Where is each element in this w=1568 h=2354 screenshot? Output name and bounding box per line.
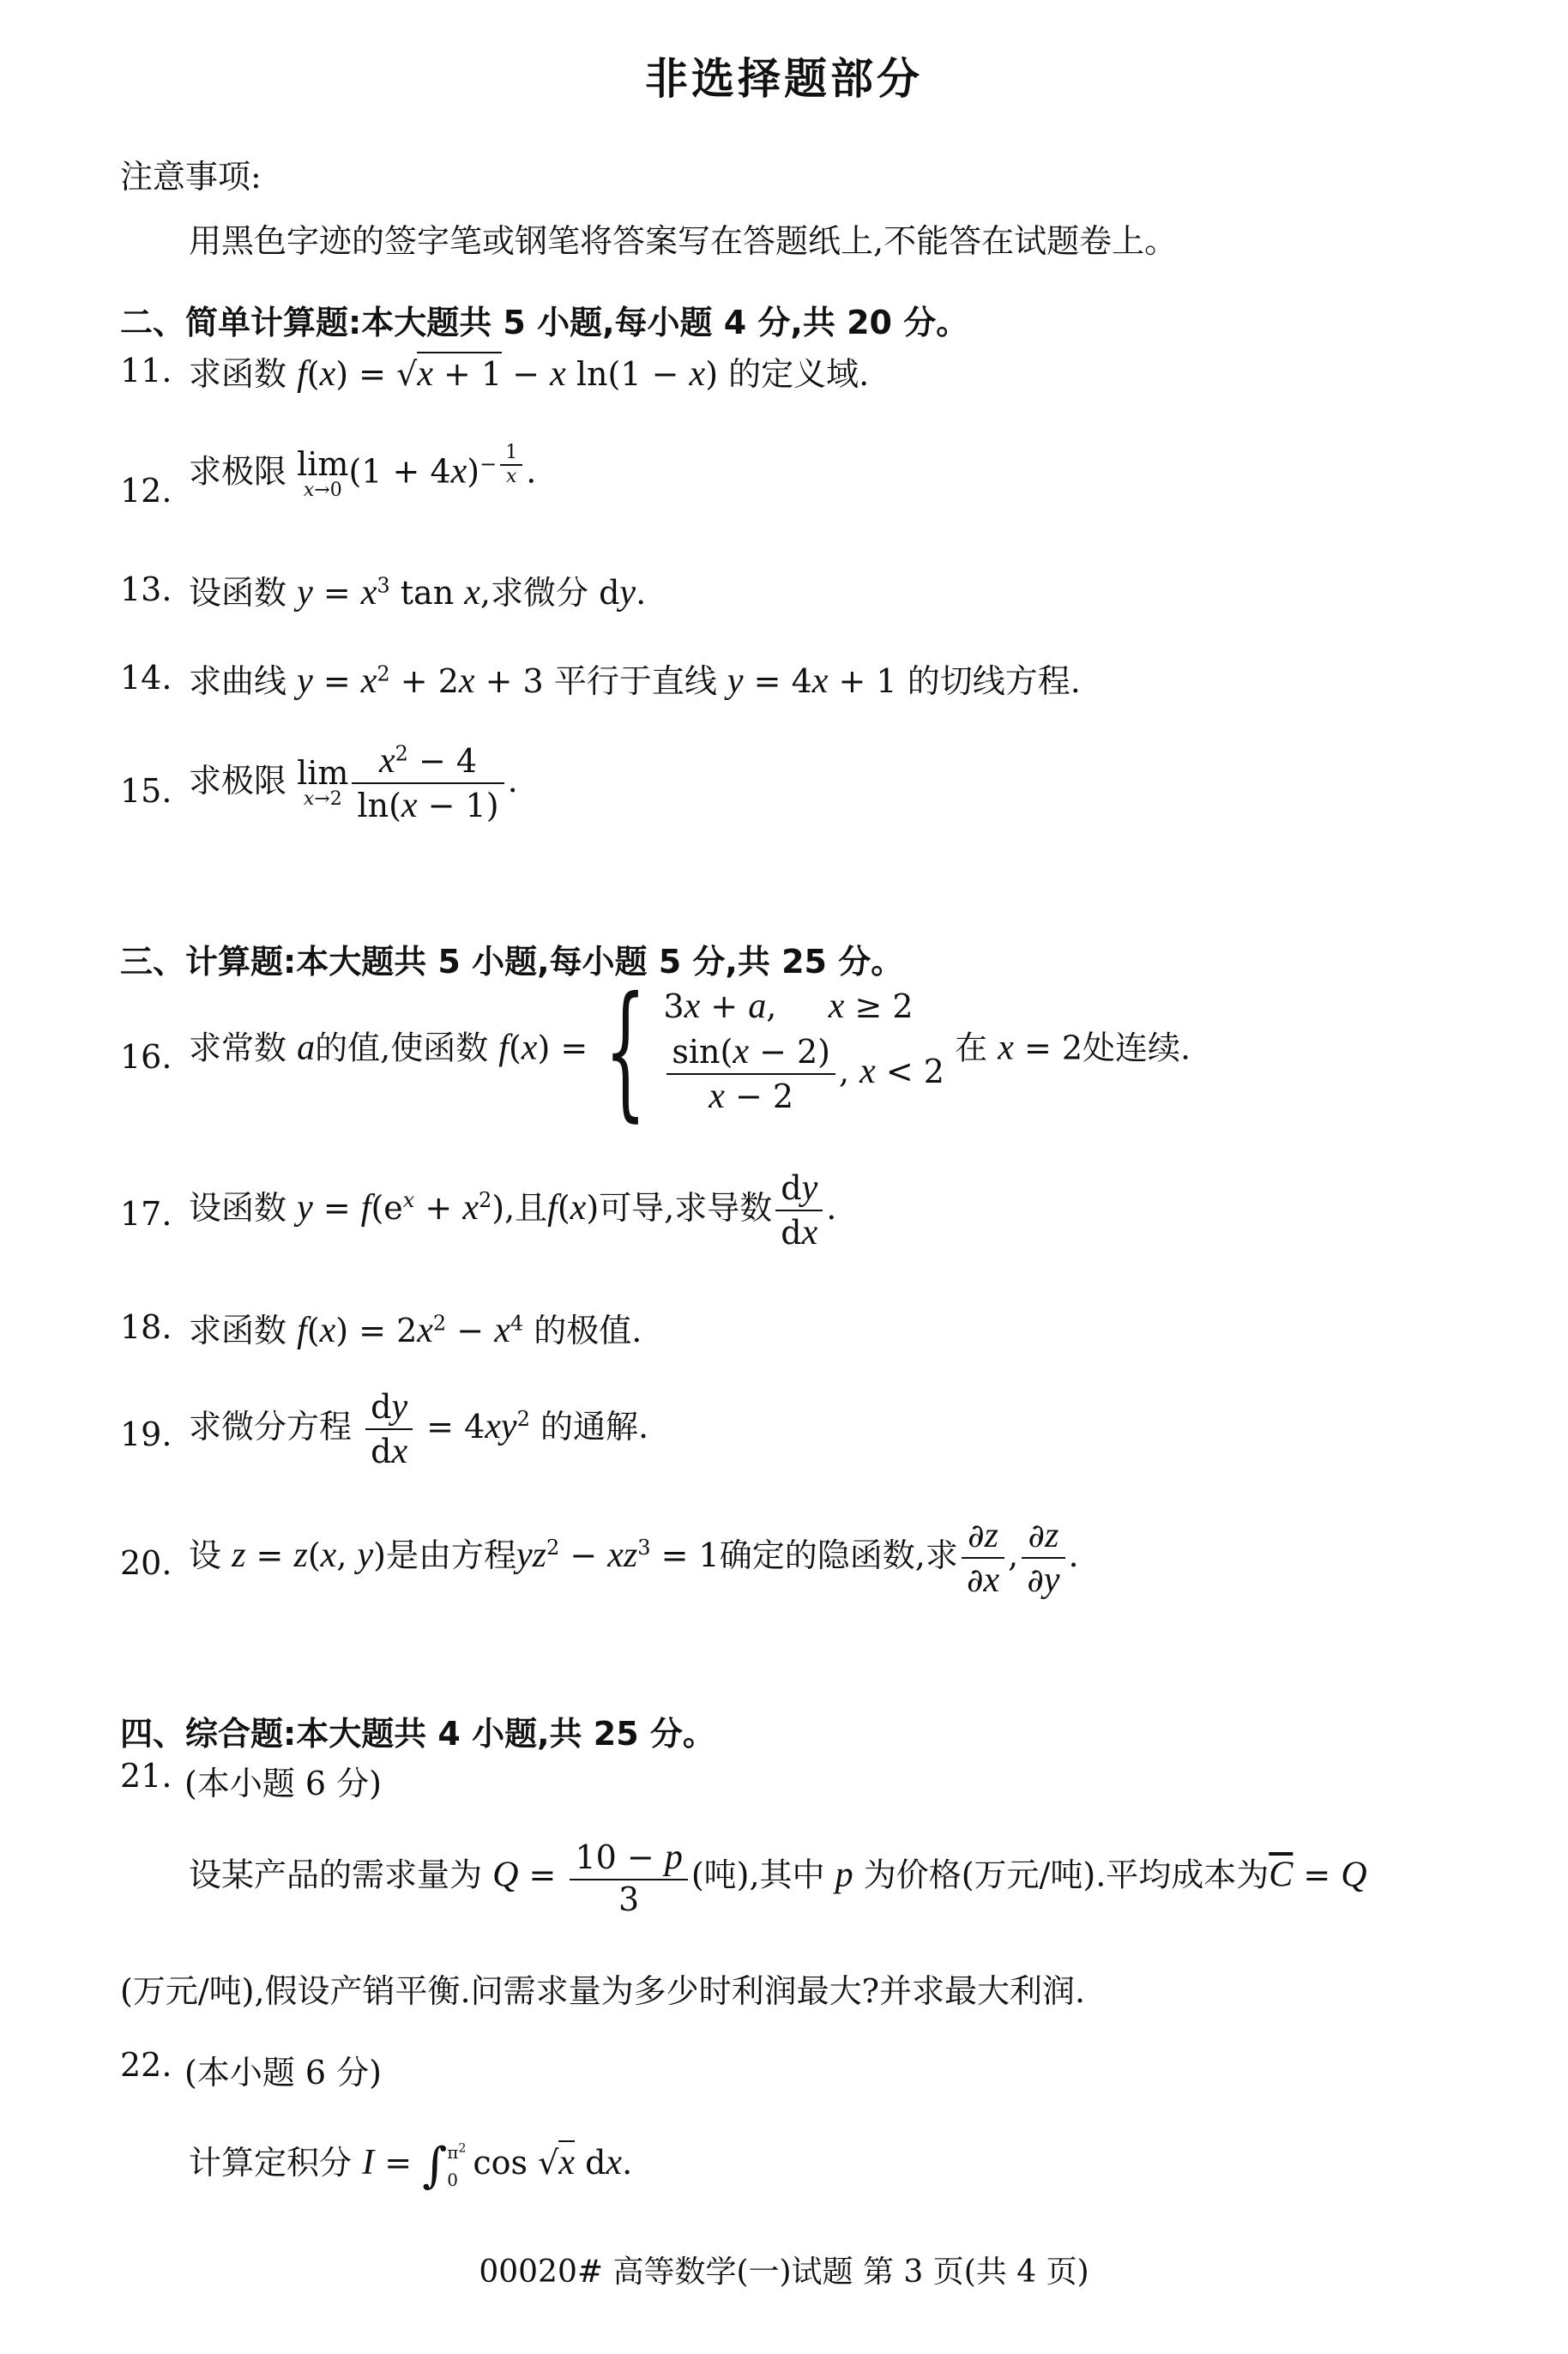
question-18: 求函数 $f(x) = 2x^2 - x^4$ 的极值.	[189, 1311, 642, 1350]
question-22-number: 22.	[120, 2046, 172, 2084]
question-22: 计算定积分 I = ∫ $\pi^2$ 0 cos √x dx.	[189, 2138, 633, 2194]
question-16: 求常数 a的值,使函数 f(x) = { 3x + a, x ≥ 2 $\frac{\sin(x - 2)}{x - 2}$ , x < 2 在 x = 2处连续.	[189, 966, 1191, 1136]
question-21-number: 21.	[120, 1757, 172, 1795]
section-3-heading: 三、计算题:本大题共 5 小题,每小题 5 分,共 25 分。	[120, 943, 904, 981]
question-15: 求极限 lim x→2 $\frac{x^2 - 4}{\ln(x - 1)}$ .	[189, 741, 518, 826]
question-22-score: (本小题 6 分)	[184, 2054, 382, 2091]
question-13: 设函数 $y = x^3$ tan x,求微分 dy.	[189, 573, 647, 613]
question-20: 设 z = z(x, y)是由方程$yz^2 - xz^3 = 1$确定的隐函数,求 $\frac{\partial z}{\partial x}$ , $\frac{\partial z}{\partial y}$ .	[189, 1516, 1079, 1601]
question-18-number: 18.	[120, 1308, 172, 1346]
question-17-number: 17.	[120, 1195, 172, 1233]
page-title: 非选择题部分	[645, 53, 923, 104]
question-12: 求极限 lim x→0 $(1 + 4x)^{- \frac{1}{x}}$ .	[189, 442, 537, 501]
question-14: 求曲线 $y = x^2 + 2x + 3$ 平行于直线 y = 4x + 1 的切线方程.	[189, 661, 1081, 701]
question-21-line-2: (万元/吨),假设产销平衡.问需求量为多少时利润最大?并求最大利润.	[120, 1972, 1086, 2010]
notice-body: 用黑色字迹的签字笔或钢笔将答案写在答题纸上,不能答在试题卷上。	[189, 222, 1178, 260]
question-15-number: 15.	[120, 772, 172, 810]
section-4-heading: 四、综合题:本大题共 4 小题,共 25 分。	[120, 1715, 715, 1753]
question-20-number: 20.	[120, 1544, 172, 1582]
question-14-number: 14.	[120, 659, 172, 697]
question-19-number: 19.	[120, 1415, 172, 1453]
page-footer: 00020# 高等数学(一)试题 第 3 页(共 4 页)	[479, 2254, 1089, 2290]
question-12-number: 12.	[120, 472, 172, 510]
question-11-number: 11.	[120, 352, 172, 389]
question-19: 求微分方程 $\frac{dy}{dx}$ = $4xy^2$ 的通解.	[189, 1387, 649, 1472]
question-16-number: 16.	[120, 1038, 172, 1076]
question-11: 求函数 f(x) = √x + 1 − x ln(1 − x) 的定义域.	[189, 347, 869, 395]
notice-heading: 注意事项:	[120, 158, 262, 196]
question-13-number: 13.	[120, 570, 172, 608]
question-21-line-1: 设某产品的需求量为 Q = $\frac{10 - p}{3}$ (吨),其中 p 为价格(万元/吨).平均成本为$\overline{C} = Q$	[189, 1838, 1367, 1919]
question-17: 设函数 $y = f(e^x + x^2)$,且f(x)可导,求导数 $\frac{dy}{dx}$ .	[189, 1168, 837, 1253]
question-21-score: (本小题 6 分)	[184, 1765, 382, 1802]
section-2-heading: 二、简单计算题:本大题共 5 小题,每小题 4 分,共 20 分。	[120, 304, 969, 341]
